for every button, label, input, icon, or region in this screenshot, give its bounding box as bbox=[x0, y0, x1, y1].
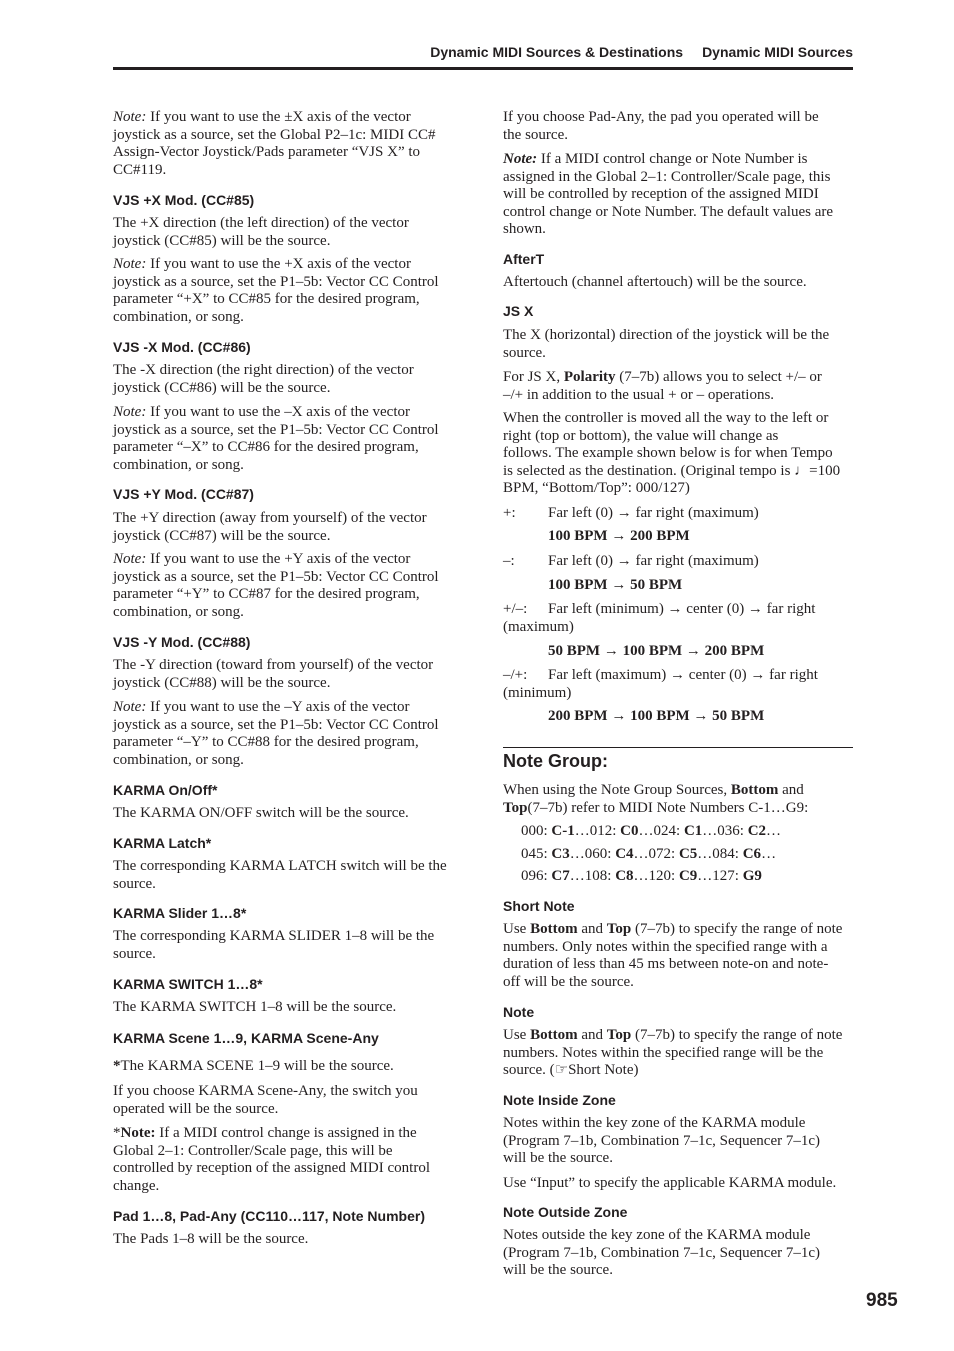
bold-text: Top bbox=[606, 921, 632, 937]
left-column bbox=[113, 0, 483, 1351]
text-run: …084: bbox=[697, 846, 743, 862]
heading-short-note: Short Note bbox=[503, 898, 575, 914]
text-run: If a MIDI control change or Note Number is assigned in the Global 2–1: Controller/Scale page, this will be controlled by reception of the assigned MIDI control change or Note Number. The default values are shown. bbox=[503, 151, 834, 238]
note-vjs-minus-y-mod bbox=[113, 699, 439, 769]
desc-note-outside-zone: Notes outside the key zone of the KARMA module (Program 7–1b, Combination 7–1c, Sequencer 7–1c) will be the source. bbox=[503, 1227, 821, 1279]
polarity-label: –: bbox=[503, 553, 515, 569]
text-run: (7–7b) allows you to select +/– or –/+ in addition to the usual + or – operations. bbox=[503, 369, 822, 403]
bold-text: C1 bbox=[683, 823, 703, 839]
tempo-example-result: 200 BPM → 100 BPM → 50 BPM bbox=[548, 708, 765, 724]
polarity-desc: Far left (0) → far right (maximum) bbox=[548, 505, 759, 521]
text-run: (7–7b) to specify the range of note numbers. Only notes within the specified range with a duration of less than 45 ms between note-on and note- off will be the source. bbox=[503, 921, 843, 990]
desc-karma-on-off: The KARMA ON/OFF switch will be the source. bbox=[113, 805, 409, 821]
desc-short-note bbox=[503, 921, 842, 991]
text-run: …120: bbox=[633, 868, 679, 884]
tempo-example-row bbox=[503, 667, 818, 702]
tempo-example-result: 100 BPM → 200 BPM bbox=[548, 528, 690, 544]
bold-text: Bottom bbox=[530, 921, 578, 937]
desc-karma-latch: The corresponding KARMA LATCH switch will be the source. bbox=[113, 858, 447, 892]
bold-text: C-1 bbox=[551, 823, 575, 839]
desc-aftert: Aftertouch (channel aftertouch) will be the source. bbox=[503, 274, 807, 290]
desc-karma-scene bbox=[113, 1058, 394, 1076]
text-run: 000: bbox=[521, 823, 552, 839]
bold-text: C8 bbox=[615, 868, 634, 884]
tempo-example-row bbox=[503, 601, 815, 636]
text-run: If you want to use the ±X axis of the vector joystick as a source, set the Global P2–1c: MIDI CC# Assign-Vector Joystick/Pads parameter “VJS X” to CC#119. bbox=[113, 109, 436, 178]
note-number-row bbox=[521, 823, 781, 841]
bold-text: G9 bbox=[742, 868, 762, 884]
footnote-midi-control bbox=[113, 1125, 430, 1195]
tempo-example-row bbox=[503, 553, 759, 571]
text-run: If you want to use the +X axis of the vector joystick as a source, set the P1–5b: Vector CC Control parameter “+X” to CC#85 for the desired program, combination, or song. bbox=[113, 256, 439, 325]
desc-karma-scene-any: If you choose KARMA Scene-Any, the switch you operated will be the source. bbox=[113, 1083, 418, 1117]
polarity-desc: Far left (minimum) → center (0) → far right (maximum) bbox=[503, 601, 816, 635]
desc-js-x-polarity bbox=[503, 369, 822, 404]
heading-vjs-plus-x-mod: VJS +X Mod. (CC#85) bbox=[113, 192, 255, 208]
heading-pad: Pad 1…8, Pad-Any (CC110…117, Note Number) bbox=[113, 1208, 425, 1224]
text-run: The KARMA SCENE 1–9 will be the source. bbox=[120, 1058, 394, 1074]
heading-note-inside-zone: Note Inside Zone bbox=[503, 1092, 616, 1108]
page-number: 985 bbox=[866, 1290, 898, 1311]
text-run: * bbox=[113, 1125, 121, 1141]
bold-text: Note: bbox=[120, 1125, 156, 1141]
text-run: For JS X, bbox=[503, 369, 564, 385]
bold-text: C6 bbox=[742, 846, 762, 862]
heading-note: Note bbox=[503, 1004, 535, 1020]
text-run: …036: bbox=[702, 823, 748, 839]
desc-karma-switch: The KARMA SWITCH 1–8 will be the source. bbox=[113, 999, 397, 1015]
italic-text: Note: bbox=[113, 551, 147, 567]
desc-note-inside-zone: Notes within the key zone of the KARMA module (Program 7–1b, Combination 7–1c, Sequencer 7–1c) will be the source. bbox=[503, 1115, 821, 1167]
desc-vjs-plus-y-mod: The +Y direction (away from yourself) of the vector joystick (CC#87) will be the source. bbox=[113, 510, 427, 544]
text-run: If you want to use the –X axis of the vector joystick as a source, set the P1–5b: Vector CC Control parameter “–X” to CC#86 for the desired program, combination, or song. bbox=[113, 404, 439, 473]
bold-text: C7 bbox=[551, 868, 570, 884]
heading-note-outside-zone: Note Outside Zone bbox=[503, 1204, 628, 1220]
heading-vjs-plus-y-mod: VJS +Y Mod. (CC#87) bbox=[113, 486, 254, 502]
note-vjs-minus-x-mod bbox=[113, 404, 439, 474]
desc-note bbox=[503, 1027, 842, 1080]
note-pad-midi bbox=[503, 151, 833, 239]
heading-vjs-minus-x-mod: VJS -X Mod. (CC#86) bbox=[113, 339, 251, 355]
text-run: If you want to use the –Y axis of the vector joystick as a source, set the P1–5b: Vector CC Control parameter “–Y” to CC#88 for the desired program, combination, or song. bbox=[113, 699, 439, 768]
desc-vjs-minus-x-mod: The -X direction (the right direction) of the vector joystick (CC#86) will be the source. bbox=[113, 362, 414, 396]
note-vjs-plus-x-mod bbox=[113, 256, 439, 326]
bold-text: C3 bbox=[551, 846, 570, 862]
tempo-example-result: 50 BPM → 100 BPM → 200 BPM bbox=[548, 643, 765, 659]
heading-karma-on-off: KARMA On/Off* bbox=[113, 782, 218, 798]
text-run: and bbox=[782, 782, 804, 798]
desc-vjs-minus-y-mod: The -Y direction (toward from yourself) of the vector joystick (CC#88) will be the source. bbox=[113, 657, 434, 691]
bold-text: C4 bbox=[615, 846, 634, 862]
heading-aftert: AfterT bbox=[503, 251, 545, 267]
polarity-desc: Far left (0) → far right (maximum) bbox=[548, 553, 759, 569]
italic-text: Note: bbox=[113, 699, 147, 715]
bold-text: Top bbox=[503, 799, 528, 816]
desc-pad: The Pads 1–8 will be the source. bbox=[113, 1231, 309, 1247]
text-run: Use bbox=[503, 921, 531, 937]
note-number-row bbox=[521, 868, 762, 886]
text-run: …012: bbox=[574, 823, 621, 839]
right-column bbox=[503, 0, 883, 1351]
desc-vjs-plus-x-mod: The +X direction (the left direction) of the vector joystick (CC#85) will be the source. bbox=[113, 215, 409, 249]
polarity-label: +: bbox=[503, 505, 516, 521]
bold-text: Bottom bbox=[530, 1027, 578, 1043]
text-run: Use bbox=[503, 1027, 531, 1043]
polarity-label: +/–: bbox=[503, 601, 528, 617]
desc-pad-any: If you choose Pad-Any, the pad you operated will be the source. bbox=[503, 109, 819, 143]
section-rule bbox=[503, 747, 853, 748]
heading-js-x: JS X bbox=[503, 303, 534, 319]
bold-text: * bbox=[113, 1058, 121, 1074]
desc-note-inside-zone-input: Use “Input” to specify the applicable KARMA module. bbox=[503, 1175, 837, 1191]
italic-text: Note: bbox=[113, 256, 147, 272]
italic-text: Note: bbox=[113, 109, 147, 125]
text-run: …072: bbox=[633, 846, 679, 862]
text-run: … bbox=[766, 823, 782, 839]
tempo-example-row bbox=[503, 505, 759, 523]
bold-text: C0 bbox=[620, 823, 639, 839]
text-run: If you want to use the +Y axis of the vector joystick as a source, set the P1–5b: Vector CC Control parameter “+Y” to CC#87 for the desired program, combination, or song. bbox=[113, 551, 439, 620]
bold-text: Bottom bbox=[730, 782, 779, 798]
desc-js-x-example: When the controller is moved all the way to the left or right (top or bottom), the value will change as follows. The example shown below is for when Tempo is selected as the destination. (Original tempo is ♩=100 BPM, “Bottom/Top”: 000/127) bbox=[503, 410, 841, 497]
note-number-row bbox=[521, 846, 776, 864]
note-vjs-plus-y-mod bbox=[113, 551, 439, 621]
text-run: 045: bbox=[521, 846, 552, 862]
section-title: Dynamic MIDI Sources bbox=[702, 44, 853, 60]
note-vjs-x-axis bbox=[113, 109, 435, 179]
text-run: and bbox=[577, 921, 607, 937]
polarity-label: –/+: bbox=[503, 667, 528, 683]
bold-italic-text: Note: bbox=[503, 151, 538, 167]
heading-karma-slider: KARMA Slider 1…8* bbox=[113, 905, 247, 921]
text-run: When using the Note Group Sources, bbox=[503, 782, 731, 798]
heading-note-group: Note Group: bbox=[503, 751, 608, 771]
text-run: … bbox=[761, 846, 777, 862]
tempo-example-result: 100 BPM → 50 BPM bbox=[548, 577, 683, 593]
bold-text: Polarity bbox=[563, 369, 616, 385]
text-run: …127: bbox=[697, 868, 743, 884]
italic-text: Note: bbox=[113, 404, 147, 420]
heading-karma-switch: KARMA SWITCH 1…8* bbox=[113, 976, 263, 992]
text-run: and bbox=[577, 1027, 607, 1043]
bold-text: C9 bbox=[678, 868, 698, 884]
text-run: …060: bbox=[569, 846, 616, 862]
chapter-title: Dynamic MIDI Sources & Destinations bbox=[430, 44, 684, 60]
heading-vjs-minus-y-mod: VJS -Y Mod. (CC#88) bbox=[113, 634, 251, 650]
text-run: If a MIDI control change is assigned in the Global 2–1: Controller/Scale page, this will be controlled by reception of the assigned MIDI control change. bbox=[113, 1125, 430, 1194]
bold-text: C5 bbox=[678, 846, 698, 862]
heading-karma-scene: KARMA Scene 1…9, KARMA Scene-Any bbox=[113, 1030, 379, 1046]
desc-note-group bbox=[503, 782, 808, 817]
text-run: …024: bbox=[638, 823, 684, 839]
text-run: (7–7b) refer to MIDI Note Numbers C-1…G9: bbox=[527, 799, 809, 816]
desc-karma-slider: The corresponding KARMA SLIDER 1–8 will be the source. bbox=[113, 928, 435, 962]
text-run: …108: bbox=[569, 868, 616, 884]
text-run: (7–7b) to specify the range of note numbers. Notes within the specified range will be the source. (☞Short Note) bbox=[503, 1027, 843, 1079]
polarity-desc: Far left (maximum) → center (0) → far right (minimum) bbox=[503, 667, 818, 701]
text-run: 096: bbox=[521, 868, 552, 884]
desc-js-x: The X (horizontal) direction of the joystick will be the source. bbox=[503, 327, 830, 361]
bold-text: Top bbox=[606, 1027, 632, 1043]
bold-text: C2 bbox=[747, 823, 767, 839]
heading-karma-latch: KARMA Latch* bbox=[113, 835, 212, 851]
